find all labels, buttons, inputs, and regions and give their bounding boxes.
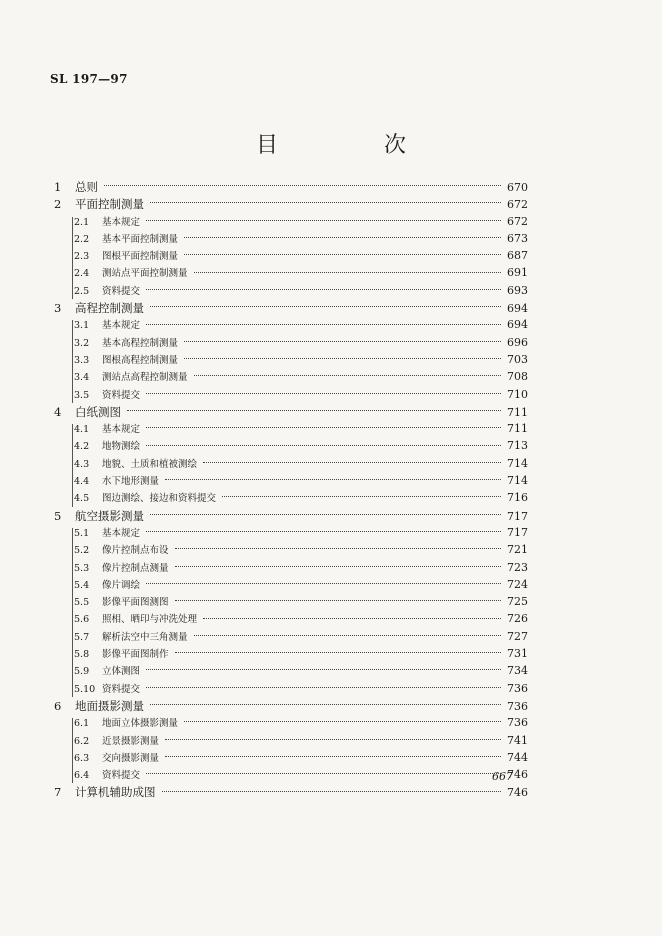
toc-section-row <box>54 767 528 784</box>
toc-entry-title: 像片控制点布设 <box>102 545 169 557</box>
toc-section-row <box>54 387 528 404</box>
toc-section-row <box>54 560 528 577</box>
toc-entry-page: 708 <box>507 370 528 384</box>
toc-entry-title: 基本平面控制测量 <box>102 233 179 245</box>
toc-section-row <box>54 611 528 628</box>
toc-entry-title: 地面立体摄影测量 <box>102 718 179 730</box>
toc-entry-title: 水下地形测量 <box>102 476 160 488</box>
toc-entry-number: 2.4 <box>74 268 90 280</box>
toc-section-row <box>54 421 528 438</box>
toc-entry-page: 717 <box>507 525 528 539</box>
toc-entry-number: 2.3 <box>74 251 90 263</box>
toc-chapter-row <box>54 179 528 196</box>
toc-entry-title: 资料提交 <box>102 389 141 401</box>
toc-entry-title: 近景摄影测量 <box>102 735 160 747</box>
toc-section-row <box>54 733 528 750</box>
toc-entry-page: 694 <box>507 318 528 332</box>
toc-section-row <box>54 248 528 265</box>
toc-leader-dots <box>175 600 501 601</box>
toc-entry-page: 746 <box>507 768 528 782</box>
toc-entry-title: 平面控制测量 <box>75 197 144 212</box>
page-title: 目 次 <box>255 133 448 158</box>
toc-leader-dots <box>146 220 501 221</box>
toc-section-row <box>54 231 528 248</box>
toc-entry-number: 2 <box>54 197 62 212</box>
toc-entry-title: 像片调绘 <box>102 579 141 591</box>
toc-entry-title: 基本规定 <box>102 320 141 332</box>
toc-entry-page: 726 <box>507 612 528 626</box>
toc-leader-dots <box>150 202 501 203</box>
toc-entry-number: 4.3 <box>74 458 90 470</box>
toc-entry-page: 727 <box>507 629 528 643</box>
toc-entry-number: 3 <box>54 301 62 316</box>
toc-section-row <box>54 663 528 680</box>
toc-entry-title: 像片控制点测量 <box>102 562 169 574</box>
toc-entry-page: 734 <box>507 664 528 678</box>
toc-section-row <box>54 542 528 559</box>
toc-entry-title: 测站点平面控制测量 <box>102 268 188 280</box>
section-bracket-line <box>72 718 73 783</box>
toc-leader-dots <box>165 479 501 480</box>
toc-entry-title: 基本规定 <box>102 527 141 539</box>
toc-section-row <box>54 629 528 646</box>
toc-entry-page: 696 <box>507 335 528 349</box>
toc-entry-title: 照相、晒印与冲洗处理 <box>102 614 198 626</box>
toc-leader-dots <box>184 721 501 722</box>
toc-entry-page: 714 <box>507 474 528 488</box>
toc-section-row <box>54 525 528 542</box>
toc-leader-dots <box>146 669 501 670</box>
toc-section-row <box>54 594 528 611</box>
toc-entry-page: 694 <box>507 302 528 316</box>
toc-chapter-row <box>54 196 528 213</box>
toc-entry-title: 资料提交 <box>102 770 141 782</box>
toc-chapter-row <box>54 508 528 525</box>
toc-entry-number: 3.3 <box>74 354 90 366</box>
toc-entry-number: 5.8 <box>74 649 90 661</box>
toc-section-row <box>54 490 528 507</box>
toc-entry-number: 6 <box>54 698 62 713</box>
toc-leader-dots <box>165 739 501 740</box>
toc-entry-number: 2.2 <box>74 233 90 245</box>
toc-leader-dots <box>146 445 501 446</box>
section-bracket-line <box>72 424 73 507</box>
toc-leader-dots <box>146 773 501 774</box>
toc-entry-number: 5.5 <box>74 597 90 609</box>
toc-leader-dots <box>150 704 501 705</box>
toc-entry-number: 3.1 <box>74 320 90 332</box>
toc-entry-page: 691 <box>507 266 528 280</box>
toc-entry-title: 影像平面图制作 <box>102 649 169 661</box>
toc-chapter-row <box>54 300 528 317</box>
toc-entry-number: 4.4 <box>74 476 90 488</box>
toc-leader-dots <box>146 531 501 532</box>
toc-entry-title: 航空摄影测量 <box>75 508 144 523</box>
toc-entry-page: 741 <box>507 733 528 747</box>
toc-leader-dots <box>150 306 501 307</box>
toc-leader-dots <box>175 566 501 567</box>
toc-section-row <box>54 352 528 369</box>
toc-leader-dots <box>175 652 501 653</box>
toc-entry-page: 716 <box>507 491 528 505</box>
toc-entry-page: 713 <box>507 439 528 453</box>
toc-entry-number: 5.2 <box>74 545 90 557</box>
table-of-contents <box>54 179 528 802</box>
toc-entry-number: 1 <box>54 180 62 194</box>
toc-entry-title: 基本规定 <box>102 216 141 228</box>
toc-entry-page: 736 <box>507 681 528 695</box>
toc-entry-page: 746 <box>507 786 528 800</box>
section-bracket-line <box>72 320 73 403</box>
toc-leader-dots <box>146 687 501 688</box>
section-bracket-line <box>72 528 73 697</box>
toc-leader-dots <box>146 393 501 394</box>
toc-entry-number: 5 <box>54 508 62 523</box>
toc-chapter-row <box>54 784 528 801</box>
toc-section-row <box>54 317 528 334</box>
toc-entry-page: 736 <box>507 716 528 730</box>
toc-section-row <box>54 438 528 455</box>
toc-entry-title: 资料提交 <box>102 683 141 695</box>
toc-leader-dots <box>203 462 501 463</box>
toc-entry-number: 3.2 <box>74 337 90 349</box>
toc-entry-number: 3.5 <box>74 389 90 401</box>
toc-chapter-row <box>54 698 528 715</box>
toc-entry-number: 6.3 <box>74 752 90 764</box>
toc-entry-title: 图边测绘、接边和资料提交 <box>102 493 217 505</box>
toc-entry-number: 5.7 <box>74 631 90 643</box>
toc-entry-page: 703 <box>507 352 528 366</box>
toc-entry-number: 6.2 <box>74 735 90 747</box>
toc-entry-number: 5.1 <box>74 527 90 539</box>
toc-leader-dots <box>184 341 501 342</box>
toc-section-row <box>54 750 528 767</box>
toc-leader-dots <box>127 410 501 411</box>
toc-entry-number: 7 <box>54 785 62 800</box>
toc-entry-title: 白纸测图 <box>75 404 121 419</box>
toc-leader-dots <box>203 618 501 619</box>
toc-leader-dots <box>194 272 501 273</box>
toc-leader-dots <box>146 583 501 584</box>
toc-leader-dots <box>146 427 501 428</box>
toc-leader-dots <box>162 791 502 792</box>
toc-entry-title: 立体测图 <box>102 666 141 678</box>
toc-entry-title: 影像平面图测图 <box>102 597 169 609</box>
toc-entry-number: 2.5 <box>74 285 90 297</box>
toc-leader-dots <box>175 548 501 549</box>
toc-leader-dots <box>184 237 501 238</box>
toc-section-row <box>54 681 528 698</box>
toc-entry-number: 5.6 <box>74 614 90 626</box>
toc-entry-number: 2.1 <box>74 216 90 228</box>
toc-entry-title: 基本规定 <box>102 424 141 436</box>
toc-leader-dots <box>222 496 501 497</box>
toc-entry-title: 交向摄影测量 <box>102 752 160 764</box>
toc-entry-page: 672 <box>507 214 528 228</box>
toc-leader-dots <box>150 514 501 515</box>
toc-entry-page: 731 <box>507 647 528 661</box>
toc-entry-page: 672 <box>507 198 528 212</box>
toc-entry-title: 计算机辅助成图 <box>75 785 156 800</box>
toc-entry-page: 714 <box>507 456 528 470</box>
toc-entry-title: 总则 <box>75 180 98 194</box>
toc-entry-title: 高程控制测量 <box>75 301 144 316</box>
toc-entry-page: 717 <box>507 509 528 523</box>
toc-leader-dots <box>184 358 501 359</box>
toc-section-row <box>54 715 528 732</box>
toc-section-row <box>54 283 528 300</box>
toc-entry-title: 资料提交 <box>102 285 141 297</box>
toc-chapter-row <box>54 404 528 421</box>
toc-entry-number: 5.9 <box>74 666 90 678</box>
toc-entry-number: 4 <box>54 404 62 419</box>
toc-leader-dots <box>165 756 501 757</box>
toc-entry-page: 736 <box>507 699 528 713</box>
page-number: 667 <box>492 770 513 783</box>
toc-leader-dots <box>146 324 501 325</box>
toc-entry-page: 693 <box>507 283 528 297</box>
standard-code: SL 197—97 <box>50 72 128 86</box>
toc-entry-title: 图根高程控制测量 <box>102 354 179 366</box>
toc-entry-page: 723 <box>507 560 528 574</box>
toc-leader-dots <box>146 289 501 290</box>
toc-entry-number: 4.5 <box>74 493 90 505</box>
toc-section-row <box>54 265 528 282</box>
toc-leader-dots <box>104 185 501 186</box>
toc-entry-title: 基本高程控制测量 <box>102 337 179 349</box>
toc-entry-number: 5.4 <box>74 579 90 591</box>
toc-entry-number: 6.4 <box>74 770 90 782</box>
toc-section-row <box>54 369 528 386</box>
toc-entry-number: 6.1 <box>74 718 90 730</box>
toc-leader-dots <box>194 375 501 376</box>
toc-leader-dots <box>184 254 501 255</box>
toc-entry-page: 687 <box>507 249 528 263</box>
toc-entry-page: 721 <box>507 543 528 557</box>
toc-entry-page: 725 <box>507 595 528 609</box>
toc-section-row <box>54 335 528 352</box>
toc-entry-page: 673 <box>507 231 528 245</box>
toc-entry-number: 4.1 <box>74 424 90 436</box>
toc-entry-number: 5.10 <box>74 683 96 695</box>
toc-entry-page: 670 <box>507 181 528 194</box>
toc-entry-title: 地物测绘 <box>102 441 141 453</box>
toc-entry-title: 图根平面控制测量 <box>102 251 179 263</box>
toc-section-row <box>54 577 528 594</box>
toc-entry-number: 5.3 <box>74 562 90 574</box>
toc-entry-title: 地面摄影测量 <box>75 698 144 713</box>
toc-entry-number: 4.2 <box>74 441 90 453</box>
toc-section-row <box>54 456 528 473</box>
section-bracket-line <box>72 217 73 300</box>
toc-entry-page: 724 <box>507 577 528 591</box>
toc-section-row <box>54 214 528 231</box>
toc-entry-title: 地貌、土质和植被测绘 <box>102 458 198 470</box>
toc-leader-dots <box>194 635 501 636</box>
toc-entry-number: 3.4 <box>74 372 90 384</box>
toc-entry-page: 711 <box>507 422 528 436</box>
toc-entry-page: 744 <box>507 750 528 764</box>
toc-section-row <box>54 646 528 663</box>
toc-entry-title: 测站点高程控制测量 <box>102 372 188 384</box>
toc-entry-page: 710 <box>507 387 528 401</box>
toc-section-row <box>54 473 528 490</box>
toc-entry-page: 711 <box>507 405 528 419</box>
toc-entry-title: 解析法空中三角测量 <box>102 631 188 643</box>
